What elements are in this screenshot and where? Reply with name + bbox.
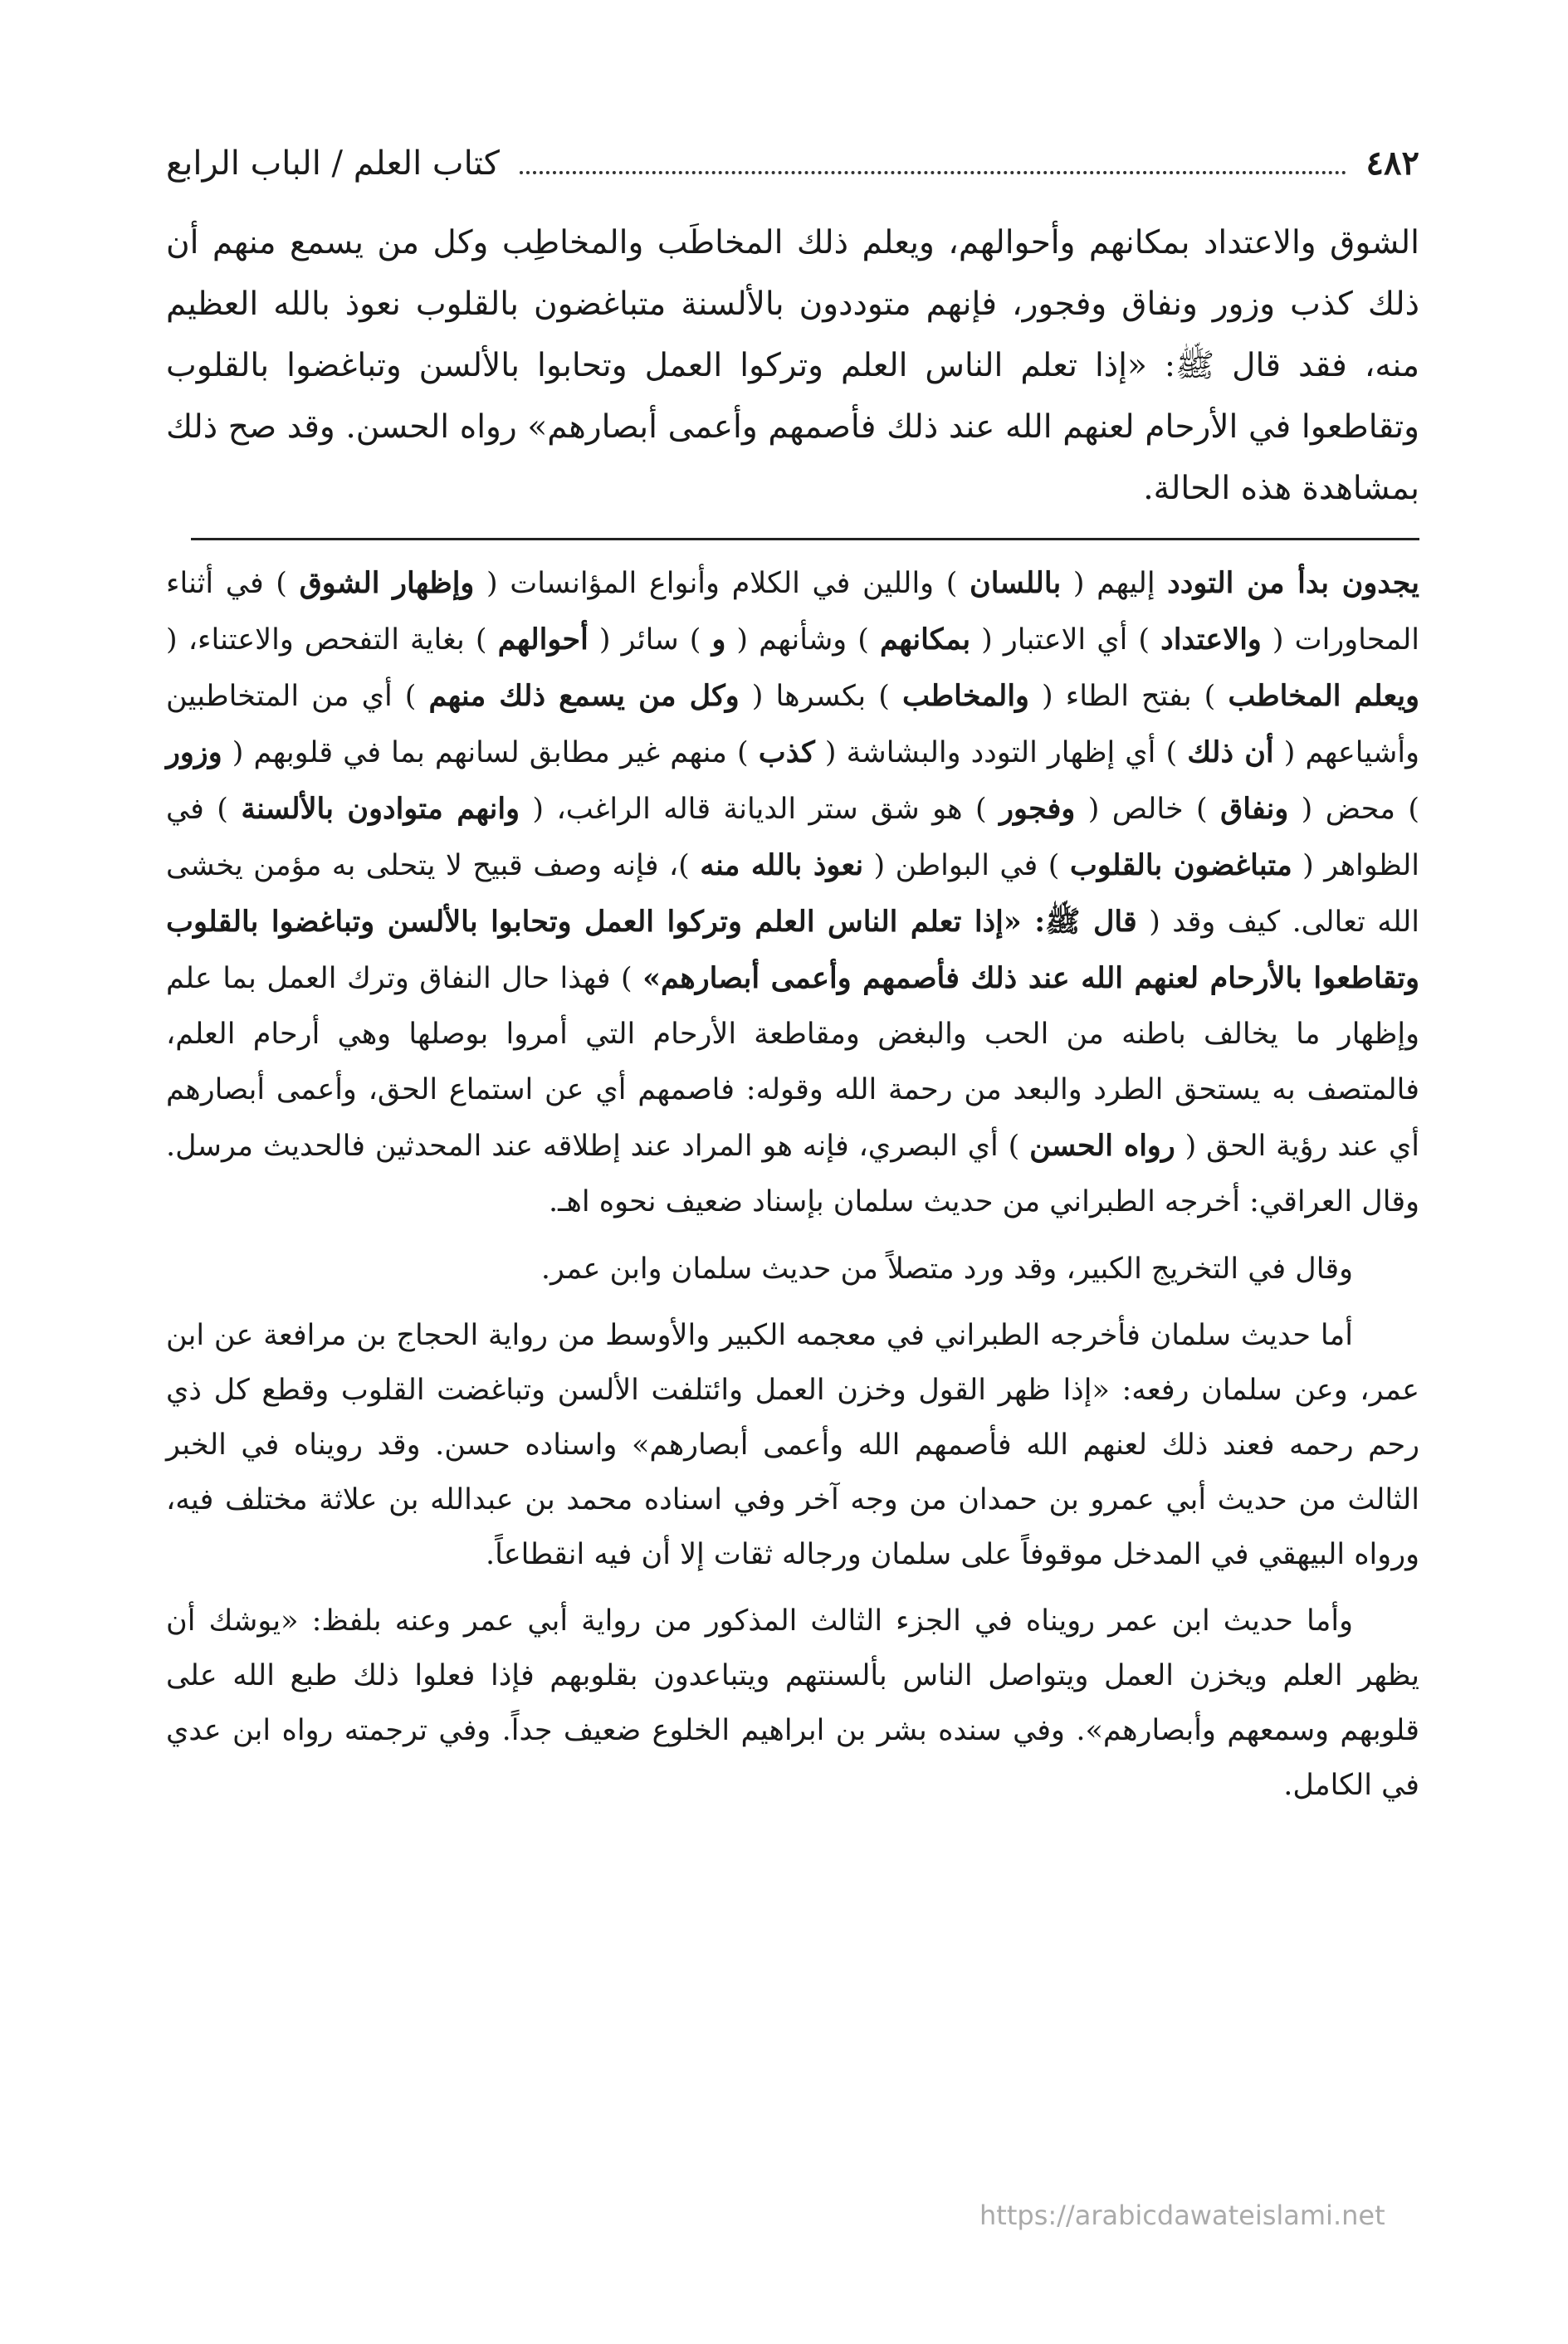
quoted-term: والمخاطب: [901, 679, 1029, 713]
quoted-term: وفجور: [999, 792, 1076, 826]
quoted-term: بمكانهم: [879, 623, 971, 657]
commentary-text: إليهم (: [1061, 567, 1168, 600]
commentary-text: ) خالص (: [1075, 793, 1221, 826]
main-text-block: [166, 212, 1419, 520]
commentary-text: ) أي الاعتبار (: [970, 623, 1161, 657]
quoted-hadith: قال ﷺ: «إذا تعلم الناس العلم وتركوا العمل وتحابوا بالألسن وتباغضوا بالقلوب وتقاطعوا بالأرحام لعنهم الله عند ذلك فأصمهم وأعمى أبصارهم»: [166, 905, 1419, 995]
quoted-term: وإظهار الشوق: [299, 566, 475, 600]
quoted-term: يجدون بدأ من التودد: [1167, 566, 1419, 600]
quoted-term: ونفاق: [1220, 792, 1289, 826]
note-paragraph: أما حديث سلمان فأخرجه الطبراني في معجمه الكبير والأوسط من رواية الحجاج بن مرافعة عن ابن عمر، وعن سلمان رفعه: «إذا ظهر القول وخزن العمل وائتلفت الألسن وتباغضت القلوب وقطع كل ذي رحم رحمه فعند ذلك لعنهم الله فأصمهم الله وأعمى أبصارهم» واسناده حسن. وقد رويناه في الخبر الثالث من حديث أبي عمرو بن حمدان من وجه آخر وفي اسناده محمد بن عبدالله بن علاثة مختلف فيه، ورواه البيهقي في المدخل موقوفاً على سلمان ورجاله ثقات إلا أن فيه انقطاعاً.: [166, 1319, 1419, 1571]
page-number: ٤٨٢: [1365, 144, 1419, 183]
quoted-term: متباغضون بالقلوب: [1069, 848, 1292, 882]
commentary-text: ) هو شق ستر الديانة قاله الراغب، (: [519, 793, 1000, 826]
chapter-title: كتاب العلم / الباب الرابع: [166, 144, 500, 183]
quoted-term: باللسان: [970, 566, 1062, 600]
quoted-term: ويعلم المخاطب: [1228, 679, 1420, 713]
book-page: [166, 125, 1419, 1813]
quoted-term: أحوالهم: [497, 623, 589, 657]
running-header: [166, 125, 1419, 183]
commentary-text: ) بغاية التفحص والاعتناء، (: [166, 623, 498, 657]
commentary-paragraph: [166, 555, 1419, 1230]
quoted-term: كذب: [758, 735, 815, 769]
commentary-text: ) أي من المتخاطبين وأشياعهم (: [166, 680, 1419, 769]
quoted-term: رواه الحسن: [1029, 1129, 1175, 1163]
notes-block: [166, 1242, 1419, 1813]
commentary-text: ) أي البصري، فإنه هو المراد عند إطلاقه عند المحدثين فالحديث مرسل. وقال العراقي: أخرجه الطبراني من حديث سلمان بإسناد ضعيف نحوه اهـ.: [166, 1130, 1419, 1218]
quoted-term: وكل من يسمع ذلك منهم: [428, 679, 740, 713]
commentary-text: )، فإنه وصف قبيح لا يتحلى به مؤمن يخشى الله تعالى. كيف وقد (: [166, 849, 1419, 939]
commentary-text: ) فهذا حال النفاق وترك العمل بما علم وإظهار ما يخالف باطنه من الحب والبغض ومقاطعة الأرحام التي أمروا بوصلها وهي أرحام العلم، فالمتصف به يستحق الطرد والبعد من رحمة الله وقوله: فاصمهم أي عن استماع الحق، وأعمى أبصارهم أي عند رؤية الحق (: [166, 962, 1420, 1163]
commentary-text: ) في أثناء المحاورات (: [166, 567, 1419, 657]
commentary-text: ) بكسرها (: [739, 680, 902, 713]
commentary-text: ) وشأنهم (: [725, 623, 880, 657]
quoted-term: نعوذ بالله منه: [700, 848, 864, 882]
commentary-text: ) منهم غير مطابق لسانهم بما في قلوبهم (: [222, 736, 759, 769]
commentary-block: [166, 555, 1419, 1230]
watermark: https://arabicdawateislami.net: [979, 2200, 1385, 2231]
commentary-text: ) أي إظهار التودد والبشاشة (: [814, 736, 1188, 769]
commentary-text: ) واللين في الكلام وأنواع المؤانسات (: [474, 567, 970, 600]
header-leader-dots: [520, 171, 1346, 174]
commentary-text: ) في الظواهر (: [166, 793, 1419, 882]
note-paragraph: وقال في التخريج الكبير، وقد ورد متصلاً من حديث سلمان وابن عمر.: [540, 1253, 1353, 1286]
quoted-term: والاعتداد: [1160, 623, 1262, 657]
quoted-term: أن ذلك: [1187, 735, 1274, 769]
main-paragraph: الشوق والاعتداد بمكانهم وأحوالهم، ويعلم ذلك المخاطَب والمخاطِب وكل من يسمع منهم أن ذلك كذب وزور ونفاق وفجور، فإنهم متوددون بالألسنة متباغضون بالقلوب نعوذ بالله العظيم منه، فقد قال ﷺ: «إذا تعلم الناس العلم وتركوا العمل وتحابوا بالألسن وتباغضوا بالقلوب وتقاطعوا في الأرحام لعنهم الله عند ذلك فأصمهم وأعمى أبصارهم» رواه الحسن. وقد صح ذلك بمشاهدة هذه الحالة.: [166, 224, 1419, 507]
quoted-term: و: [711, 623, 726, 657]
commentary-text: ) محض (: [1288, 793, 1420, 826]
commentary-text: ) في البواطن (: [863, 849, 1070, 882]
commentary-text: ) بفتح الطاء (: [1028, 680, 1229, 713]
separator-rule: [191, 538, 1419, 540]
quoted-term: وزور: [166, 735, 222, 769]
commentary-text: ) سائر (: [588, 623, 712, 657]
note-paragraph: وأما حديث ابن عمر رويناه في الجزء الثالث المذكور من رواية أبي عمر وعنه بلفظ: «يوشك أن يظهر العلم ويخزن العمل ويتواصل الناس بألسنتهم ويتباعدون بقلوبهم فإذا فعلوا ذلك طبع الله على قلوبهم وسمعهم وأبصارهم». وفي سنده بشر بن ابراهيم الخلوع ضعيف جداً. وفي ترجمته رواه ابن عدي في الكامل.: [166, 1604, 1419, 1802]
quoted-term: وانهم متوادون بالألسنة: [241, 792, 520, 826]
